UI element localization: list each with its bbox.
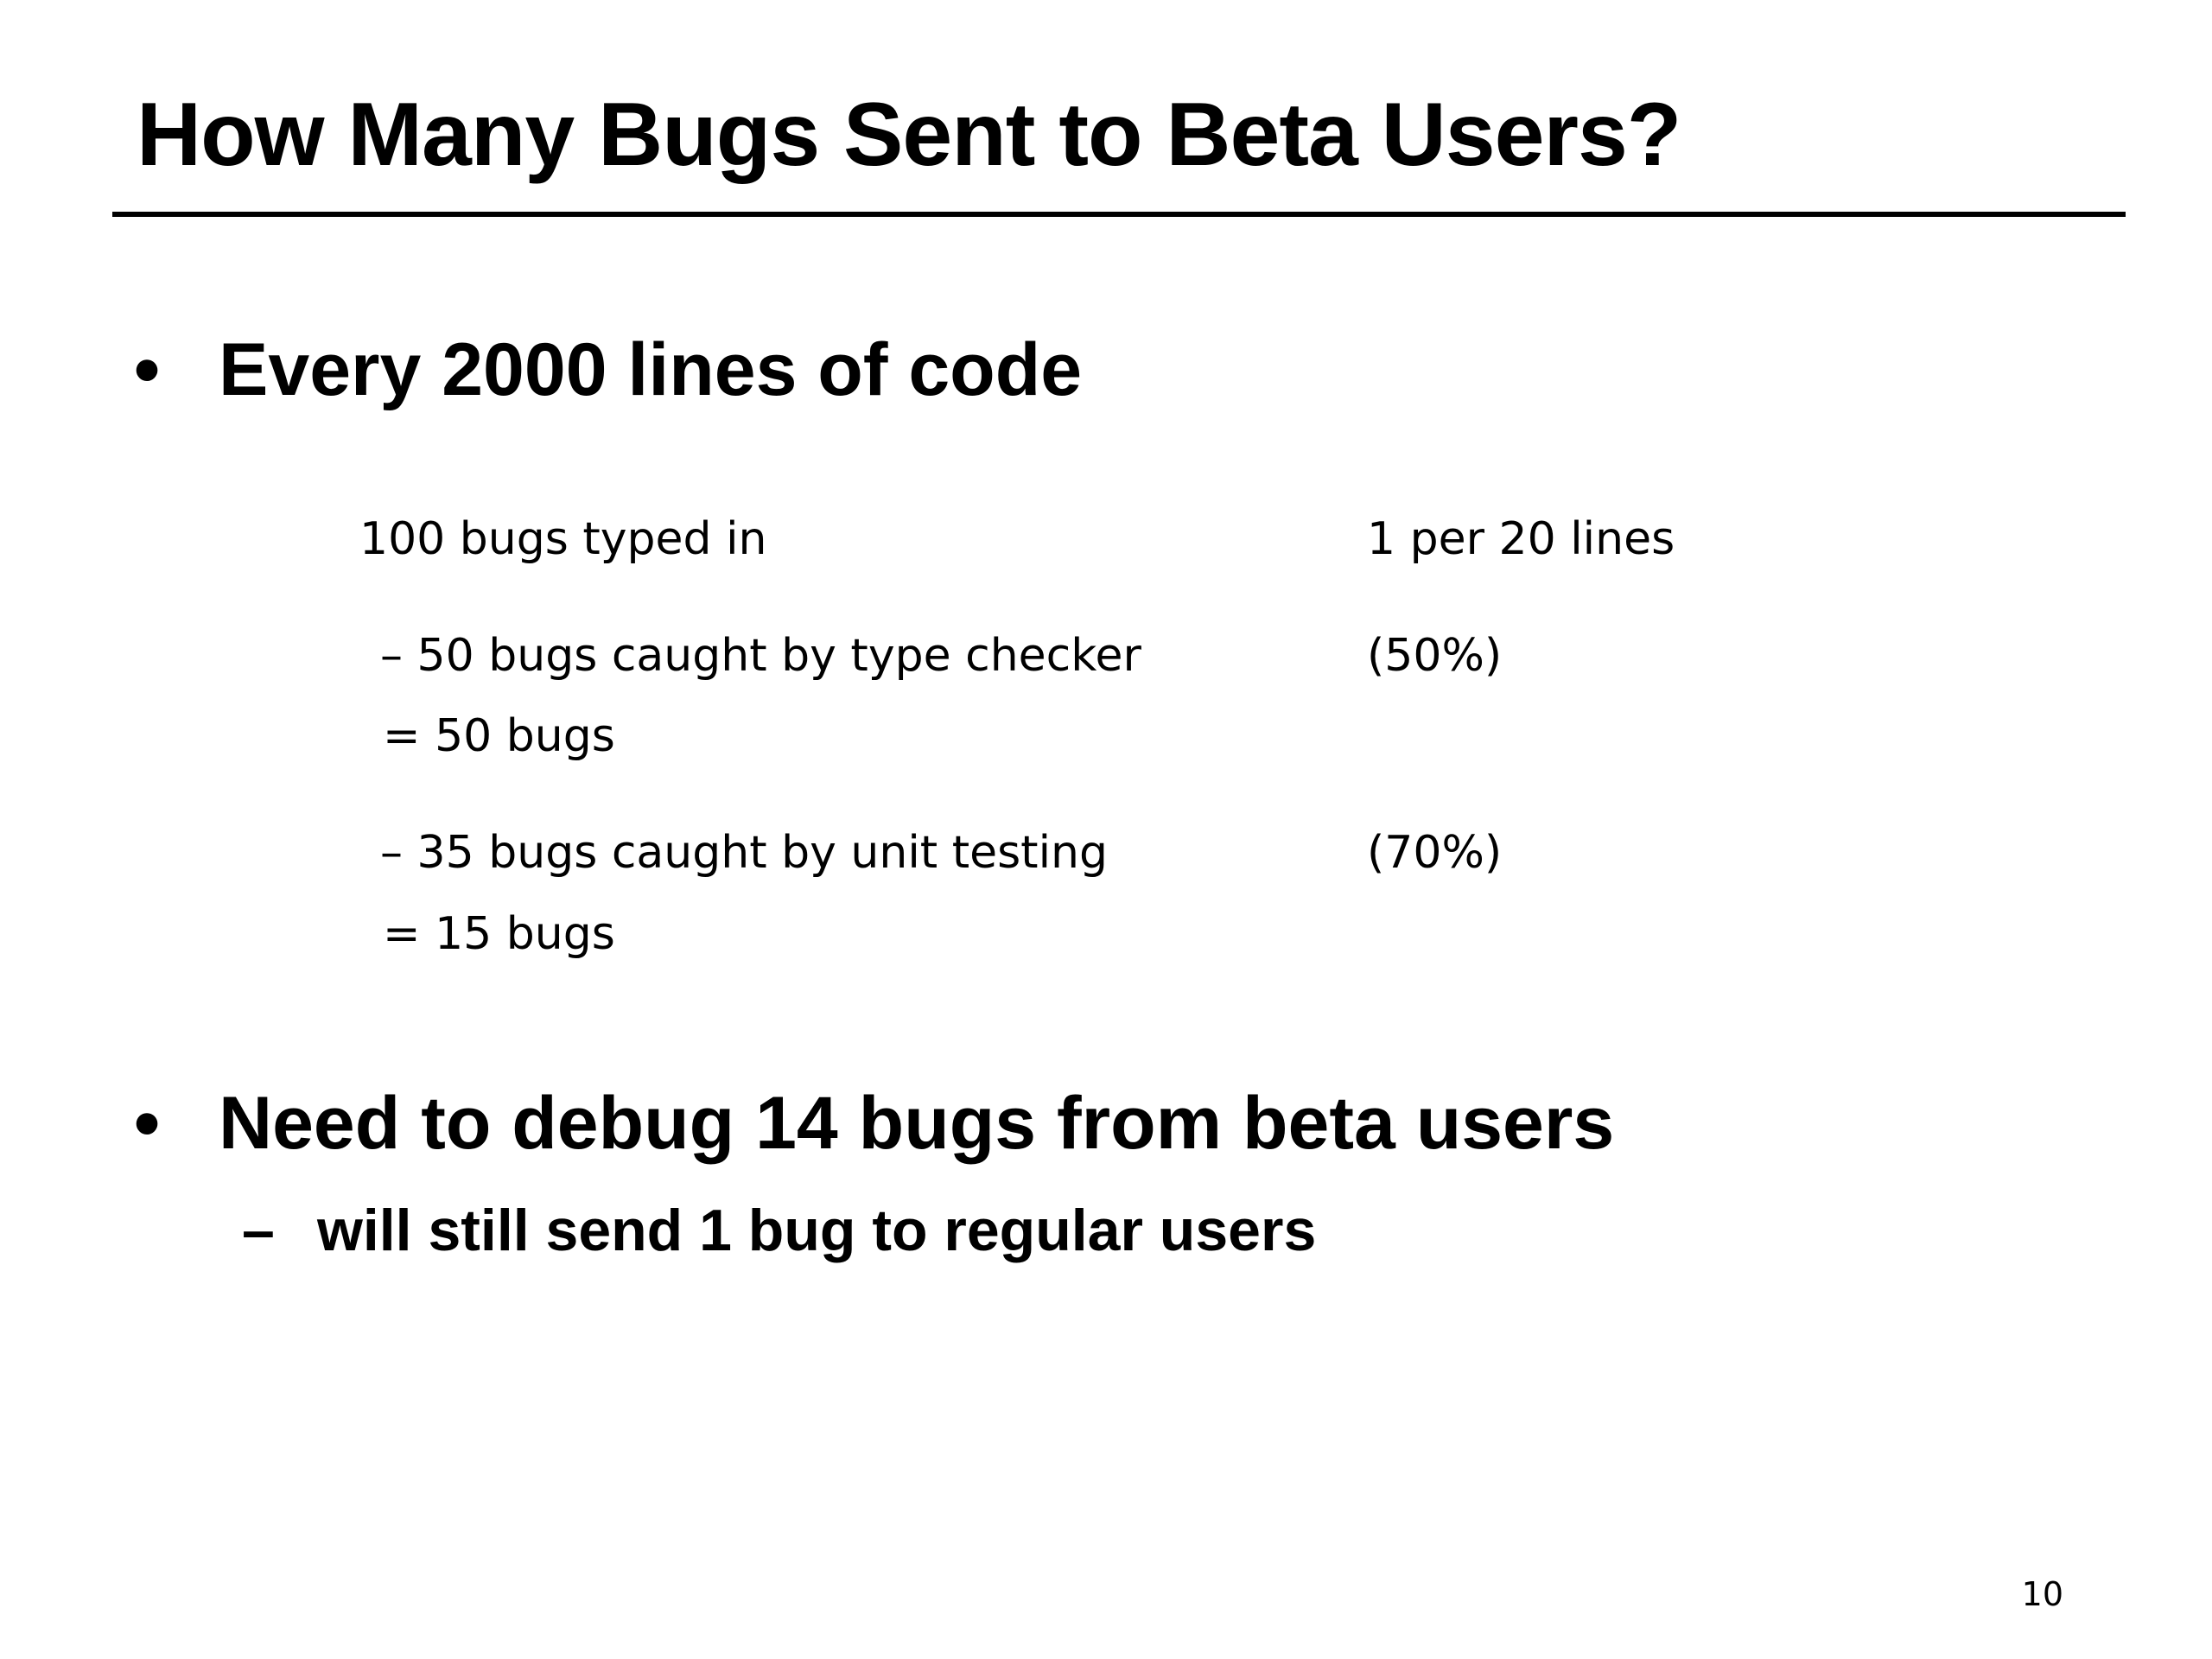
sub-bullet-text: will still send 1 bug to regular users <box>317 1198 1317 1263</box>
calc-row-subtotal-label: = 50 bugs <box>383 710 615 762</box>
calc-row-type-checker-note: (50%) <box>1367 630 1503 682</box>
title-divider <box>112 212 2126 217</box>
sub-bullet-marker: – <box>242 1198 275 1263</box>
slide-title: How Many Bugs Sent to Beta Users? <box>137 85 1681 185</box>
calc-row-type-checker-label: – 50 bugs caught by type checker <box>380 630 1141 682</box>
calc-row-typed-label: 100 bugs typed in <box>359 513 767 565</box>
bullet-marker: • <box>134 328 161 411</box>
calc-row-unit-testing-label: – 35 bugs caught by unit testing <box>380 827 1108 879</box>
calc-row-total-label: = 15 bugs <box>383 908 615 960</box>
calc-row-unit-testing-note: (70%) <box>1367 827 1503 879</box>
page-number: 10 <box>2021 1575 2063 1613</box>
bullet-text: Every 2000 lines of code <box>219 328 1083 411</box>
bullet-text: Need to debug 14 bugs from beta users <box>219 1082 1615 1165</box>
calc-row-typed-note: 1 per 20 lines <box>1367 513 1675 565</box>
bullet-marker: • <box>134 1082 161 1165</box>
